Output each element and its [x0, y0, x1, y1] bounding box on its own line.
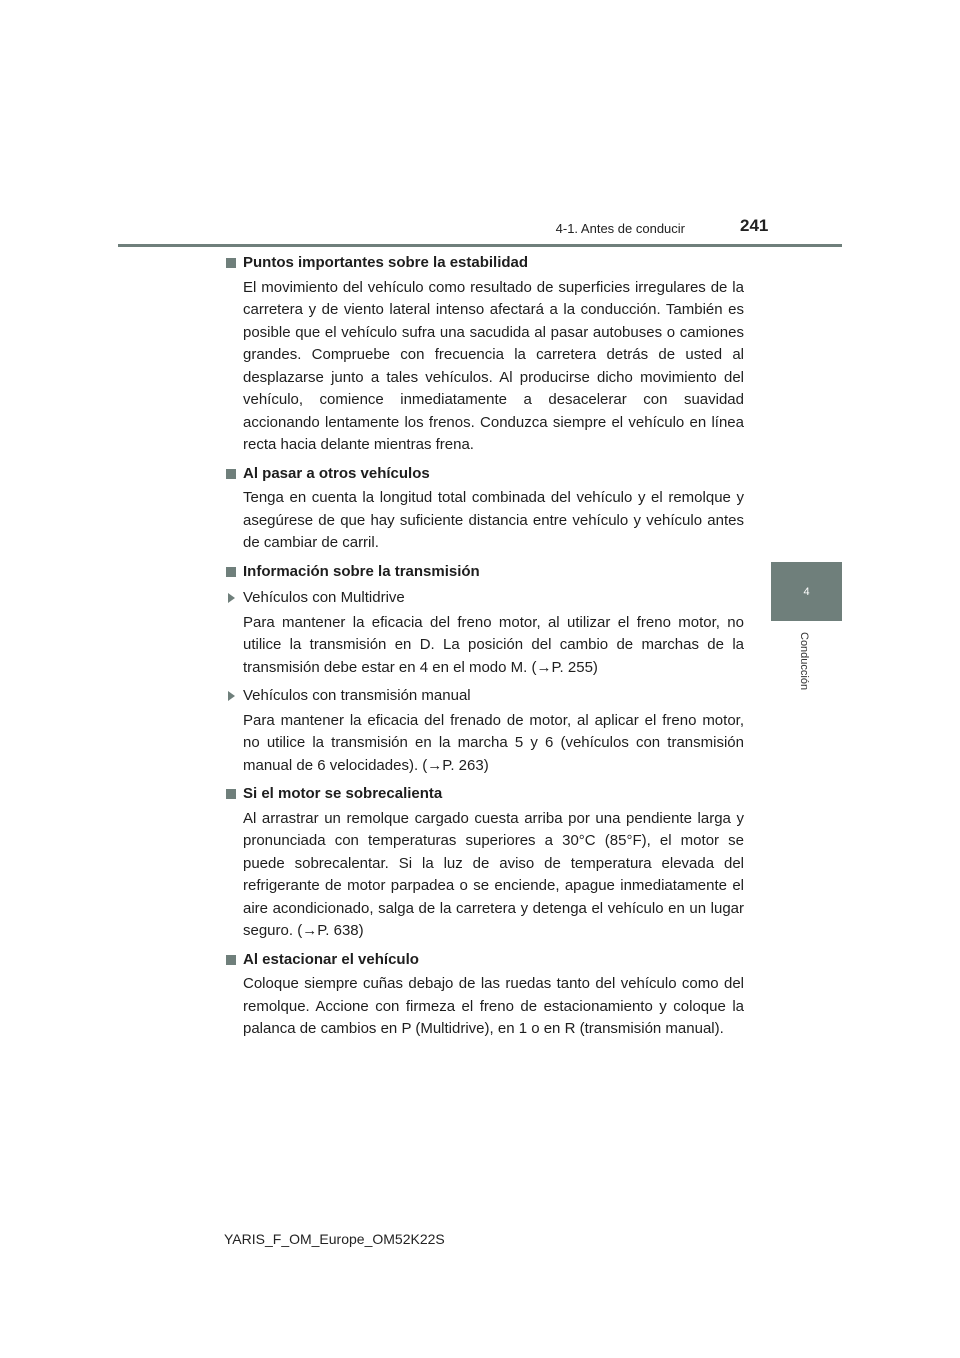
- subsection-title: [224, 685, 744, 708]
- section-parking: [224, 949, 744, 1041]
- triangle-bullet-icon: [228, 593, 235, 603]
- heading-text: Al estacionar el vehículo: [243, 950, 419, 968]
- section-body: Coloque siempre cuñas debajo de las ruedas tanto del vehículo como del remolque. Accione con firmeza el freno de estacionamiento y coloque la palanca de cambios en P (Multidrive), en 1 o en R (transmisión manual).: [243, 975, 744, 1037]
- square-bullet-icon: [226, 789, 236, 799]
- section-transmission: [224, 561, 744, 778]
- subsection-body: Para mantener la eficacia del frenado de motor, al aplicar el freno motor, no utilice la transmisión en la marcha 5 y 6 (vehículos con transmisión manual de 6 velocidades). (→P. 263): [243, 711, 744, 774]
- subsection-title-text: Vehículos con transmisión manual: [243, 687, 471, 704]
- section-heading: [224, 783, 744, 806]
- subsection-title-text: Vehículos con Multidrive: [243, 589, 405, 606]
- triangle-bullet-icon: [228, 691, 235, 701]
- chapter-tab: [771, 562, 842, 621]
- subsection-body: Para mantener la eficacia del freno motor, al utilizar el freno motor, no utilice la transmisión en D. La posición del cambio de marchas de la transmisión debe estar en 4 en el modo M. (→P. 255): [243, 613, 744, 676]
- section-overheat: [224, 783, 744, 943]
- heading-text: Si el motor se sobrecalienta: [243, 785, 443, 802]
- page-content: [224, 252, 744, 1047]
- heading-text: Al pasar a otros vehículos: [243, 464, 430, 482]
- chapter-name: Conducción: [798, 632, 810, 691]
- footer-doc-code: YARIS_F_OM_Europe_OM52K22S: [224, 1231, 445, 1247]
- section-heading: [224, 252, 744, 275]
- section-body: Tenga en cuenta la longitud total combinada del vehículo y el remolque y asegúrese de que hay suficiente distancia entre vehículo y vehículo antes de cambiar de carril.: [243, 489, 744, 551]
- heading-text: Información sobre la transmisión: [243, 562, 480, 580]
- square-bullet-icon: [226, 469, 236, 479]
- section-body: Al arrastrar un remolque cargado cuesta arriba por una pendiente larga y pronunciada con temperaturas superiores a 30°C (85°F), el motor se puede sobrecalentar. Si la luz de aviso de temperatura elevada del refrigerante de motor parpadea o se enciende, apague inmediatamente el aire acondicionado, salga de la carretera y detenga el vehículo en un lugar seguro. (→P. 638): [243, 809, 744, 939]
- square-bullet-icon: [226, 258, 236, 268]
- heading-text: Puntos importantes sobre la estabilidad: [243, 254, 529, 271]
- chapter-number: 4: [803, 585, 810, 598]
- header-divider: [118, 244, 842, 247]
- section-passing: [224, 463, 744, 555]
- section-heading: [224, 561, 744, 584]
- section-stability: [224, 252, 744, 457]
- section-heading: [224, 463, 744, 486]
- square-bullet-icon: [226, 567, 236, 577]
- subsection-title: [224, 587, 744, 610]
- square-bullet-icon: [226, 955, 236, 965]
- header-section-title: 4-1. Antes de conducir: [555, 221, 685, 236]
- page-number: 241: [740, 216, 769, 235]
- section-heading: [224, 949, 744, 972]
- section-body: El movimiento del vehículo como resultado de superficies irregulares de la carretera y de viento lateral intenso afectará a la conducción. También es posible que el vehículo sufra una sacudida al pasar autobuses o camiones grandes. Compruebe con frecuencia la carretera detrás de usted al desplazarse junto a tales vehículos. Al producirse dicho movimiento del vehículo, comience inmediatamente a desacelerar con suavidad accionando lentamente los frenos. Conduzca siempre el vehículo en línea recta hacia delante mientras frena.: [243, 278, 744, 453]
